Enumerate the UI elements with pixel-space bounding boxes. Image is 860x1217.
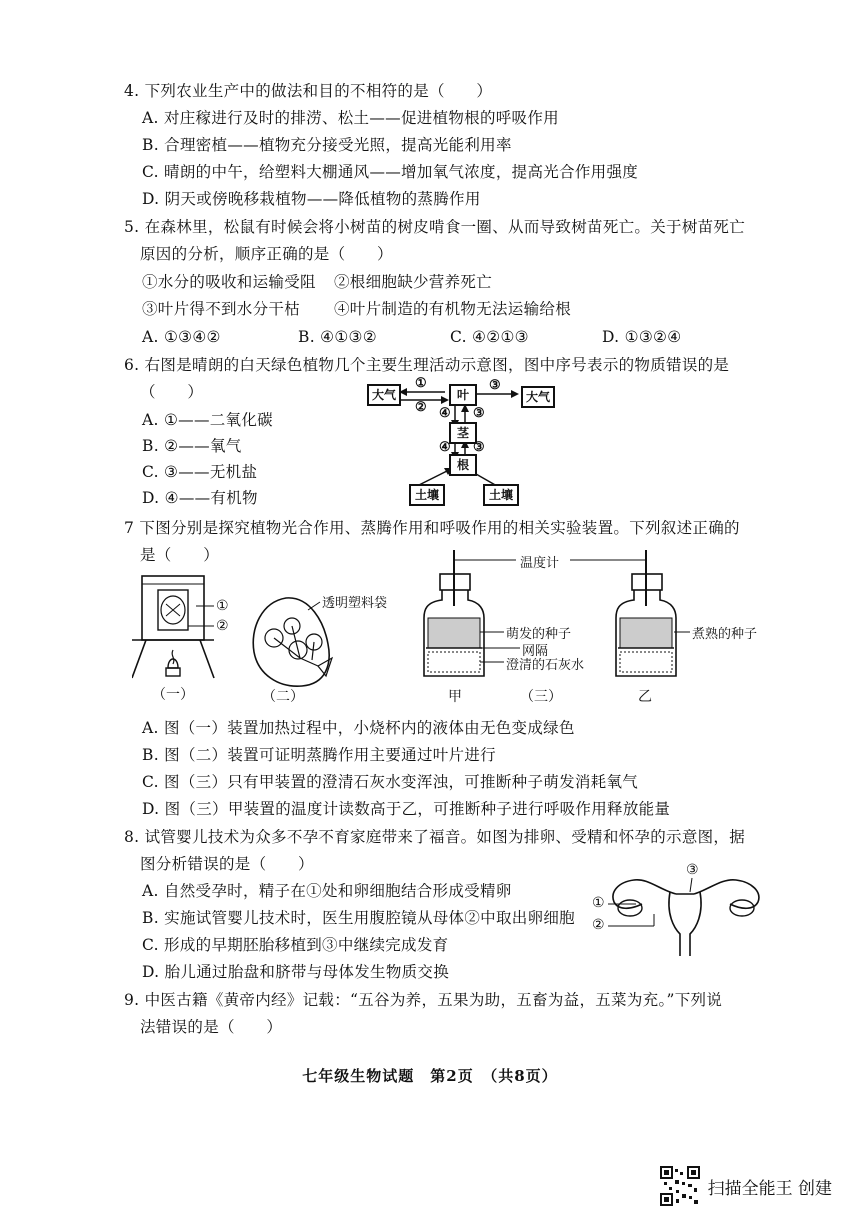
q5-option-d: D. ①③②④ bbox=[602, 328, 682, 346]
qr-code-icon bbox=[660, 1166, 700, 1206]
q7-fig1-caption: （一） bbox=[152, 687, 194, 703]
q6-plant-diagram bbox=[365, 376, 555, 508]
q5-item-4: ④叶片制造的有机物无法运输给根 bbox=[334, 300, 572, 318]
scanner-watermark-text: 扫描全能王 创建 bbox=[707, 1178, 832, 1199]
q6-option-a: A. ①——二氧化碳 bbox=[142, 411, 273, 429]
q7-fig3-boiled-seeds-label: 煮熟的种子 bbox=[692, 627, 758, 642]
q8-option-b: B. 实施试管婴儿技术时，医生用腹腔镜从母体②中取出卵细胞 bbox=[142, 909, 575, 927]
q5-option-b: B. ④①③② bbox=[298, 328, 377, 346]
q6-label-3-top: ③ bbox=[489, 378, 501, 393]
q5-item-1: ①水分的吸收和运输受阻 bbox=[142, 273, 316, 291]
q7-option-a: A. 图（一）装置加热过程中，小烧杯内的液体由无色变成绿色 bbox=[142, 719, 575, 737]
q7-fig3-germinating-seeds-label: 萌发的种子 bbox=[506, 627, 572, 642]
q8-stem-line1: 8. 试管婴儿技术为众多不孕不育家庭带来了福音。如图为排卵、受精和怀孕的示意图，据 bbox=[124, 828, 746, 846]
q7-figure-3 bbox=[420, 548, 790, 708]
q5-item-3: ③叶片得不到水分干枯 bbox=[142, 300, 301, 318]
scanner-watermark bbox=[660, 1166, 832, 1206]
q7-figure-1-drawing bbox=[132, 570, 244, 702]
q8-label-1: ① bbox=[592, 895, 605, 911]
q7-figure-2 bbox=[248, 588, 408, 706]
q6-stem-box: 茎 bbox=[449, 422, 477, 444]
q6-option-c: C. ③——无机盐 bbox=[142, 463, 258, 481]
q6-atmosphere-right: 大气 bbox=[521, 386, 555, 408]
q6-label-4-upper: ④ bbox=[439, 406, 451, 421]
q6-stem-line1: 6. 右图是晴朗的白天绿色植物几个主要生理活动示意图，图中序号表示的物质错误的是 bbox=[124, 356, 730, 374]
q8-option-a: A. 自然受孕时，精子在①处和卵细胞结合形成受精卵 bbox=[142, 882, 512, 900]
q7-fig2-caption: （二） bbox=[262, 689, 304, 705]
q4-option-d: D. 阴天或傍晚移栽植物——降低植物的蒸腾作用 bbox=[142, 190, 481, 208]
q6-soil-right: 土壤 bbox=[483, 484, 519, 506]
q8-diagram-drawing bbox=[590, 864, 775, 960]
q7-fig1-label-1: ① bbox=[216, 598, 229, 614]
q7-option-d: D. 图（三）甲装置的温度计读数高于乙，可推断种子进行呼吸作用释放能量 bbox=[142, 800, 671, 818]
q7-stem-line1: 7 下图分别是探究植物光合作用、蒸腾作用和呼吸作用的相关实验装置。下列叙述正确的 bbox=[124, 519, 740, 537]
q6-stem-line2: （ ） bbox=[140, 383, 204, 401]
q7-fig3-thermometer-label: 温度计 bbox=[520, 556, 560, 571]
q6-label-4-lower: ④ bbox=[439, 440, 451, 455]
q7-option-b: B. 图（二）装置可证明蒸腾作用主要通过叶片进行 bbox=[142, 746, 496, 764]
q7-fig3-caption: （三） bbox=[520, 689, 562, 705]
q5-item-2: ②根细胞缺少营养死亡 bbox=[334, 273, 493, 291]
q5-stem-line2: 原因的分析，顺序正确的是（ ） bbox=[140, 245, 393, 263]
q9-stem-line1: 9. 中医古籍《黄帝内经》记载：“五谷为养，五果为助，五畜为益，五菜为充。”下列说 bbox=[124, 991, 723, 1009]
q7-fig3-mesh-label: 网隔 bbox=[522, 644, 549, 659]
q4-option-a: A. 对庄稼进行及时的排涝、松土——促进植物根的呼吸作用 bbox=[142, 109, 559, 127]
q7-fig3-jar-yi: 乙 bbox=[638, 689, 652, 705]
q6-root-box: 根 bbox=[449, 454, 477, 476]
q6-label-3-upper: ③ bbox=[473, 406, 485, 421]
q4-stem: 4. 下列农业生产中的做法和目的不相符的是（ ） bbox=[124, 82, 493, 100]
q8-stem-line2: 图分析错误的是（ ） bbox=[140, 855, 314, 873]
q7-figure-1 bbox=[132, 570, 244, 702]
q8-label-3: ③ bbox=[686, 862, 699, 878]
q7-fig1-label-2: ② bbox=[216, 618, 229, 634]
q8-label-2: ② bbox=[592, 917, 605, 933]
q6-option-d: D. ④——有机物 bbox=[142, 489, 258, 507]
q6-soil-left: 土壤 bbox=[409, 484, 445, 506]
q6-label-2: ② bbox=[415, 400, 427, 415]
q4-option-b: B. 合理密植——植物充分接受光照，提高光能利用率 bbox=[142, 136, 512, 154]
q6-leaf-box: 叶 bbox=[449, 384, 477, 406]
q5-stem-line1: 5. 在森林里，松鼠有时候会将小树苗的树皮啃食一圈、从而导致树苗死亡。关于树苗死亡 bbox=[124, 218, 746, 236]
q6-option-b: B. ②——氧气 bbox=[142, 437, 242, 455]
q5-option-a: A. ①③④② bbox=[142, 328, 221, 346]
q8-option-d: D. 胎儿通过胎盘和脐带与母体发生物质交换 bbox=[142, 963, 450, 981]
q6-atmosphere-left: 大气 bbox=[367, 384, 401, 406]
q7-stem-line2: 是（ ） bbox=[140, 546, 220, 564]
q7-fig3-limewater-label: 澄清的石灰水 bbox=[506, 658, 585, 673]
q7-option-c: C. 图（三）只有甲装置的澄清石灰水变浑浊，可推断种子萌发消耗氧气 bbox=[142, 773, 639, 791]
q8-option-c: C. 形成的早期胚胎移植到③中继续完成发育 bbox=[142, 936, 449, 954]
q7-fig2-bag-label: 透明塑料袋 bbox=[322, 596, 388, 611]
q8-reproductive-diagram bbox=[590, 864, 775, 960]
q5-option-c: C. ④②①③ bbox=[450, 328, 529, 346]
q6-label-1: ① bbox=[415, 376, 427, 391]
q4-option-c: C. 晴朗的中午，给塑料大棚通风——增加氧气浓度，提高光合作用强度 bbox=[142, 163, 639, 181]
q7-fig3-jar-jia: 甲 bbox=[448, 689, 462, 705]
page-footer: 七年级生物试题 第2页 （共8页） bbox=[302, 1067, 558, 1085]
q6-label-3-lower: ③ bbox=[473, 440, 485, 455]
q9-stem-line2: 法错误的是（ ） bbox=[140, 1018, 283, 1036]
